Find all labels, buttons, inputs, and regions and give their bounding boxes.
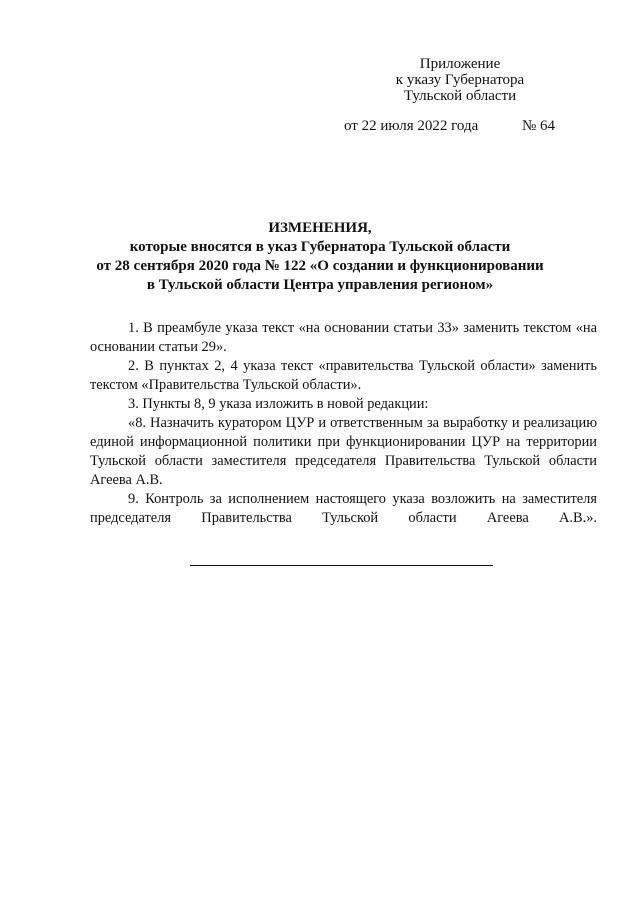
heading-title: ИЗМЕНЕНИЯ, <box>268 220 372 236</box>
appendix-line-3: Тульской области <box>403 88 517 104</box>
paragraph-2: 2. В пунктах 2, 4 указа текст «правительства Тульской области» заменить текстом «Правительства Тульской области». <box>90 358 597 393</box>
paragraph-4: «8. Назначить куратором ЦУР и ответственным за выработку и реализацию единой информационной политики при функционировании ЦУР на территории Тульской области заместителя председателя Правительства Тульской области Агеева А.В. <box>90 415 597 488</box>
heading-line-4: в Тульской области Центра управления регионом» <box>146 277 494 293</box>
heading-line-2: которые вносятся в указ Губернатора Тульской области <box>129 239 511 255</box>
document-body <box>90 319 597 528</box>
closing-rule <box>190 565 493 566</box>
paragraph-5: 9. Контроль за исполнением настоящего указа возложить на заместителя председателя Правительства Тульской области Агеева А.В.». <box>90 491 597 526</box>
document-heading <box>90 219 550 295</box>
appendix-block <box>380 56 540 104</box>
decree-date: от 22 июля 2022 года <box>344 118 479 134</box>
paragraph-3: 3. Пункты 8, 9 указа изложить в новой редакции: <box>128 396 429 412</box>
heading-line-3: от 28 сентября 2020 года № 122 «О создании и функционировании <box>96 258 544 274</box>
paragraph-1: 1. В преамбуле указа текст «на основании статьи 33» заменить текстом «на основании статьи 29». <box>90 320 597 355</box>
appendix-line-2: к указу Губернатора <box>395 72 525 88</box>
appendix-line-1: Приложение <box>419 56 501 72</box>
decree-number: № 64 <box>522 118 556 134</box>
